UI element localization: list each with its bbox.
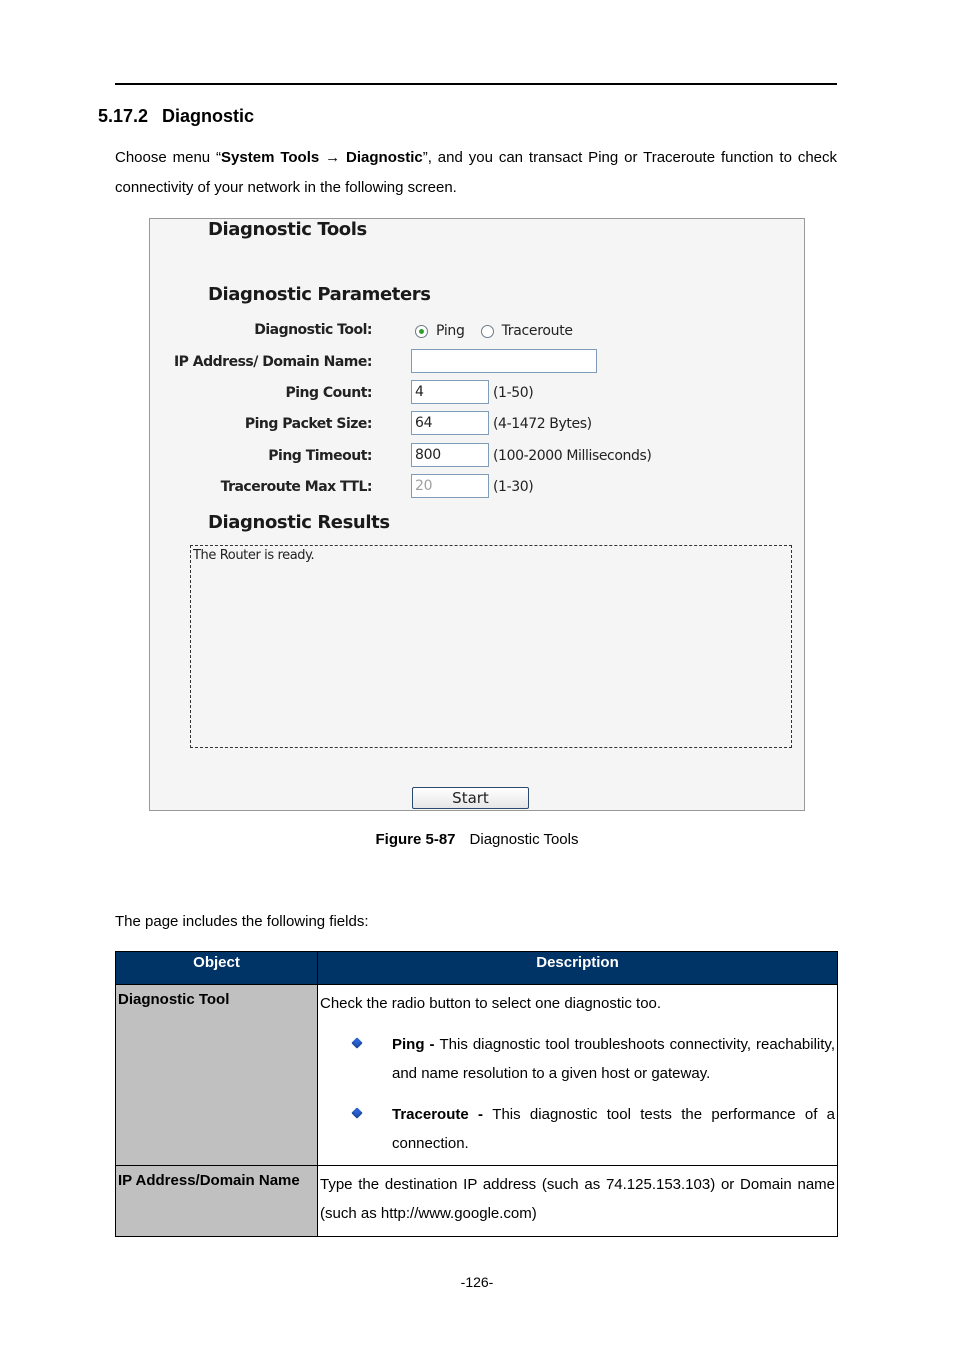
ping-radio[interactable] [415,325,428,338]
header-description: Description [318,952,838,985]
diagnostic-tool-label: Diagnostic Tool: [254,322,372,338]
results-heading: Diagnostic Results [208,512,390,533]
max-ttl-hint: (1-30) [493,479,534,495]
fields-intro: The page includes the following fields: [115,913,369,930]
header-object: Object [116,952,318,985]
intro-text-start: Choose menu “ [115,149,222,166]
bullet-separator: - [424,1036,440,1053]
ping-radio-label: Ping [436,323,465,339]
traceroute-radio-label: Traceroute [501,323,573,339]
menu-system-tools: System Tools [221,149,320,166]
diagnostic-tool-radio-group [415,321,589,341]
ping-count-input[interactable]: 4 [411,380,489,404]
ping-timeout-label: Ping Timeout: [268,448,372,464]
page-number: -126- [460,1274,494,1290]
figure-caption-text: Diagnostic Tools [469,831,579,848]
ip-address-input[interactable] [411,349,597,373]
bullet-text-traceroute: This diagnostic tool tests the performance of a connection. [392,1106,835,1152]
ip-address-label: IP Address/ Domain Name: [173,354,372,370]
bullet-term-traceroute: Traceroute [392,1106,469,1123]
screen-title: Diagnostic Tools [208,219,367,240]
packet-size-label: Ping Packet Size: [244,416,372,432]
arrow-icon: → [325,149,341,166]
header-rule [115,83,837,85]
max-ttl-input[interactable]: 20 [411,474,489,498]
start-button[interactable]: Start [412,787,529,809]
bullet-diamond-icon [352,1038,362,1048]
description-text: Check the radio button to select one diagnostic too. [320,995,662,1012]
traceroute-radio[interactable] [481,325,494,338]
parameters-heading: Diagnostic Parameters [208,284,431,305]
figure-caption [0,831,954,848]
ping-timeout-input[interactable]: 800 [411,443,489,467]
section-heading [98,106,254,127]
diagnostic-tools-screenshot [149,218,805,811]
ping-count-label: Ping Count: [285,385,372,401]
list-item [320,1030,835,1088]
table-header-row [116,952,838,985]
bullet-separator: - [468,1106,493,1123]
fields-table [115,951,838,1237]
section-title: Diagnostic [162,106,255,126]
list-item [320,1100,835,1158]
description-ip-address: Type the destination IP address (such as 74.125.153.103) or Domain name (such as http://www.google.com) [318,1166,838,1237]
results-text: The Router is ready. [193,548,315,563]
bullet-term-ping: Ping [392,1036,425,1053]
menu-diagnostic: Diagnostic [346,149,423,166]
intro-text-end: ”, and you can transact Ping or Traceroute function to check connectivity of your network in the following screen. [115,149,838,196]
ping-count-hint: (1-50) [493,385,534,401]
bullet-text-ping: This diagnostic tool troubleshoots connectivity, reachability, and name resolution to a given host or gateway. [392,1036,835,1082]
packet-size-input[interactable]: 64 [411,411,489,435]
ping-timeout-hint: (100-2000 Milliseconds) [493,448,652,464]
max-ttl-label: Traceroute Max TTL: [220,479,372,495]
packet-size-hint: (4-1472 Bytes) [493,416,592,432]
description-diagnostic-tool [318,985,838,1166]
bullet-diamond-icon [352,1108,362,1118]
table-row [116,985,838,1166]
results-area [190,545,792,748]
intro-paragraph [115,143,837,203]
table-row [116,1166,838,1237]
section-number: 5.17.2 [98,106,149,126]
object-ip-address: IP Address/Domain Name [116,1166,318,1237]
figure-label: Figure 5-87 [375,831,456,848]
object-diagnostic-tool: Diagnostic Tool [116,985,318,1166]
